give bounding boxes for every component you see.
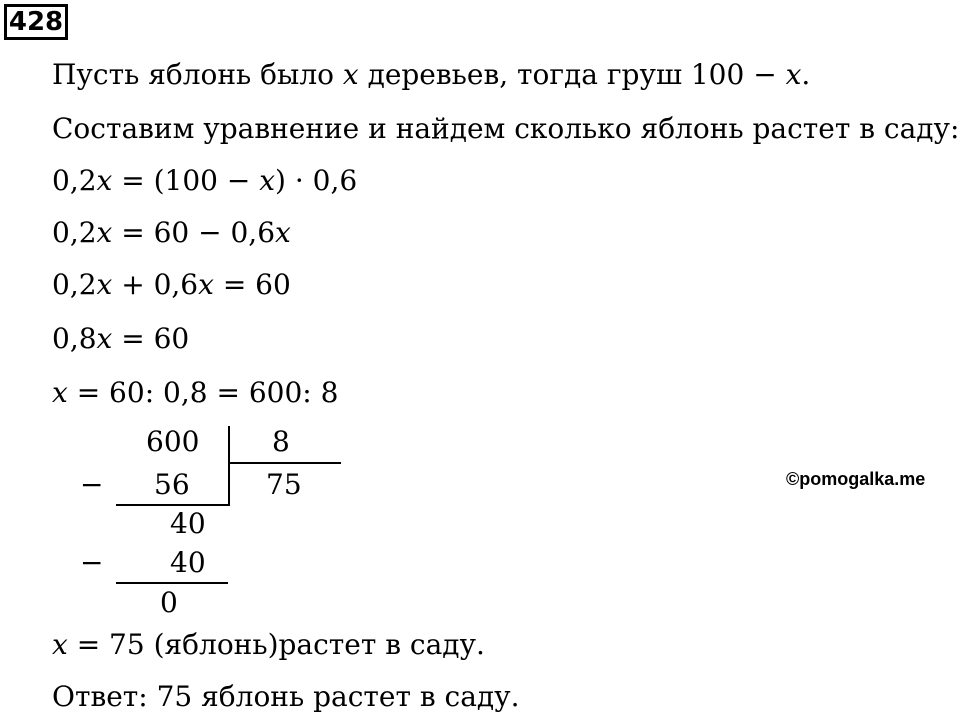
watermark: ©pomogalka.me bbox=[786, 469, 926, 489]
answer-line: Ответ: 75 яблонь растет в саду. bbox=[52, 680, 520, 713]
division-subtraction-line-1 bbox=[116, 504, 228, 506]
eq1-end: ) · 0,6 bbox=[275, 164, 358, 197]
intro-line bbox=[52, 58, 810, 92]
var-x: x bbox=[342, 58, 359, 91]
eq2-mid: = 60 − 0,6 bbox=[112, 216, 276, 249]
division-subtrahend-2: 40 bbox=[170, 546, 206, 579]
division-subtraction-line-2 bbox=[116, 582, 228, 584]
division-subtrahend-1: 56 bbox=[154, 468, 190, 501]
eq4-coef: 0,8 bbox=[52, 322, 97, 355]
division-remainder-2: 0 bbox=[160, 586, 178, 619]
division-minus-2: − bbox=[80, 546, 104, 579]
eq2-coef: 0,2 bbox=[52, 216, 97, 249]
eq3-coef: 0,2 bbox=[52, 268, 97, 301]
var-x: x bbox=[96, 268, 113, 301]
eq5-end: = 60: 0,8 = 600: 8 bbox=[67, 376, 339, 409]
var-x: x bbox=[52, 628, 68, 661]
equation-line-5 bbox=[52, 376, 338, 410]
division-minus-1: − bbox=[80, 468, 104, 501]
var-x: x bbox=[259, 164, 276, 197]
eq1-mid: = (100 − bbox=[112, 164, 260, 197]
division-divisor-bar bbox=[229, 462, 341, 464]
equation-line-4 bbox=[52, 322, 189, 356]
var-x: x bbox=[52, 376, 68, 409]
var-x: x bbox=[275, 216, 291, 249]
eq4-end: = 60 bbox=[112, 322, 190, 355]
var-x: x bbox=[96, 216, 113, 249]
division-divisor: 8 bbox=[272, 425, 290, 458]
equation-line-3 bbox=[52, 268, 291, 302]
var-x: x bbox=[785, 58, 802, 91]
equation-line-1 bbox=[52, 164, 357, 198]
eq1-coef: 0,2 bbox=[52, 164, 97, 197]
intro-text-c: . bbox=[801, 58, 811, 91]
division-remainder-1: 40 bbox=[170, 507, 206, 540]
equation-line-2 bbox=[52, 216, 291, 250]
var-x: x bbox=[96, 164, 113, 197]
equation-intro-line: Составим уравнение и найдем сколько яблонь растет в саду: bbox=[52, 112, 960, 145]
intro-text-a: Пусть яблонь было bbox=[52, 58, 343, 91]
division-dividend: 600 bbox=[146, 425, 200, 458]
var-x: x bbox=[96, 322, 113, 355]
division-quotient: 75 bbox=[266, 468, 302, 501]
var-x: x bbox=[198, 268, 214, 301]
result-line bbox=[52, 628, 485, 662]
eq3-mid: + 0,6 bbox=[112, 268, 199, 301]
problem-number: 428 bbox=[4, 4, 68, 40]
result-text: = 75 (яблонь)растет в саду. bbox=[67, 628, 485, 661]
intro-text-b: деревьев, тогда груш 100 − bbox=[358, 58, 786, 91]
eq3-end: = 60 bbox=[213, 268, 291, 301]
division-vertical-bar bbox=[228, 426, 230, 506]
